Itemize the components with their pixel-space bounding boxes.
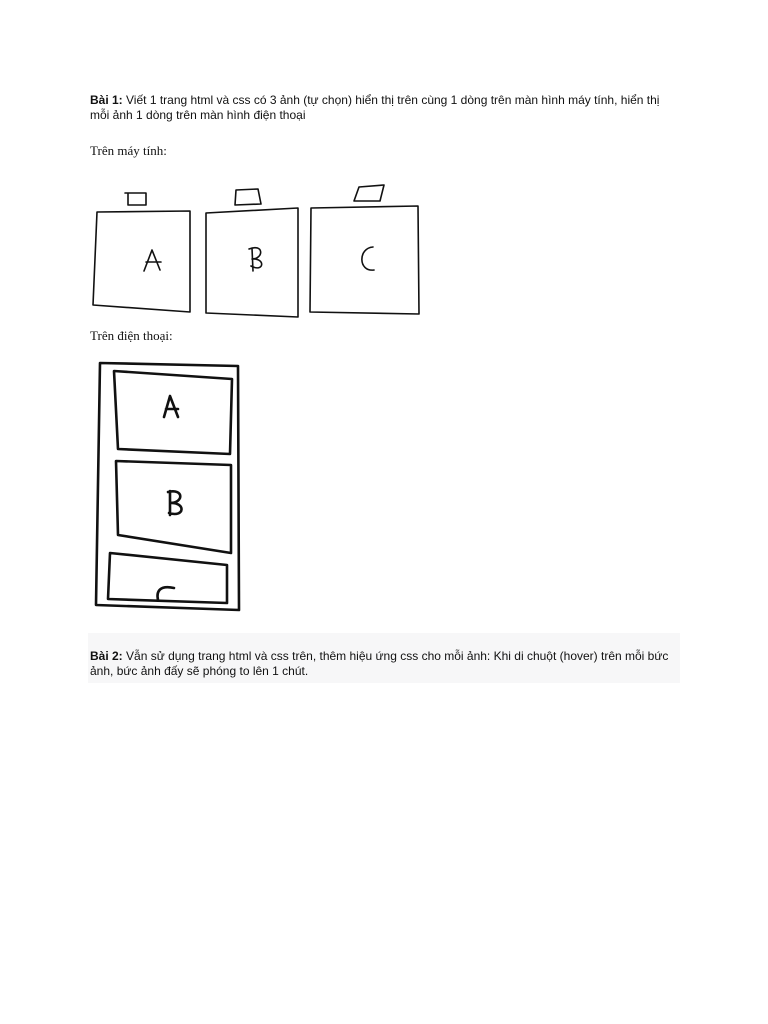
- sketch-phone-panel-c: [108, 553, 227, 603]
- sketch-letter-a: [144, 250, 161, 271]
- sketch-caption-box-b: [235, 189, 261, 205]
- sketch-phone-letter-c: [158, 587, 174, 600]
- exercise-2-heading: Bài 2:: [90, 649, 123, 663]
- exercise-1-text: Viết 1 trang html và css có 3 ảnh (tự chọn) hiển thị trên cùng 1 dòng trên màn hình máy tính, hiển thị mỗi ảnh 1 dòng trên màn hình điện thoại: [90, 93, 660, 122]
- sketch-panel-a: [93, 211, 190, 312]
- sketch-phone-letter-a: [164, 396, 178, 417]
- phone-layout-sketch: [92, 355, 252, 613]
- sketch-panel-c: [310, 206, 419, 314]
- sketch-phone-panel-a: [114, 371, 232, 454]
- desktop-label: Trên máy tính:: [90, 143, 167, 158]
- sketch-letter-c: [362, 247, 374, 270]
- exercise-1-paragraph: [90, 93, 680, 123]
- sketch-caption-box-c: [354, 185, 384, 201]
- sketch-caption-box-a: [125, 193, 146, 205]
- exercise-1-heading: Bài 1:: [90, 93, 123, 107]
- sketch-phone-letter-b: [168, 491, 182, 515]
- sketch-letter-b: [249, 248, 262, 271]
- sketch-phone-panel-b: [116, 461, 231, 553]
- exercise-2-text: Vẫn sử dụng trang html và css trên, thêm hiệu ứng css cho mỗi ảnh: Khi di chuột (hover) trên mỗi bức ảnh, bức ảnh đấy sẽ phóng to lên 1 chút.: [90, 649, 669, 678]
- phone-label: Trên điện thoại:: [90, 328, 173, 343]
- exercise-2-paragraph: [90, 649, 680, 679]
- desktop-layout-sketch: [88, 180, 423, 320]
